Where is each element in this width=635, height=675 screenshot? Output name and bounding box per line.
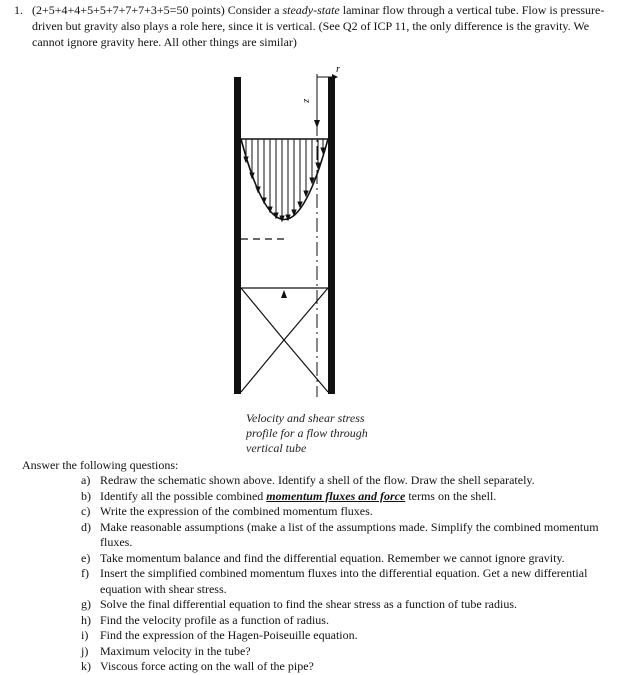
question-item [78, 551, 623, 567]
problem-intro-a: Consider a [227, 3, 280, 17]
velocity-parabola [241, 139, 328, 220]
tube-schematic [230, 62, 340, 402]
velocity-profile-figure [230, 62, 340, 402]
question-item [78, 613, 623, 629]
figure-caption [246, 411, 396, 456]
velocity-arrows [244, 139, 325, 221]
question-text: Viscous force acting on the wall of the pipe? [100, 659, 314, 673]
problem-intro-b: laminar flow through a vertical tube. Flow is pressure-driven but gravity also plays a role here, since it is vertical. (See Q2 of ICP 11, the only difference is the gravity. We cannot ignore gravity here. All other things are similar) [32, 3, 605, 49]
question-label: d) [81, 519, 91, 534]
question-text: Redraw the schematic shown above. Identify a shell of the flow. Draw the shell separately. [100, 473, 535, 487]
question-label: c) [81, 504, 91, 518]
left-tube-wall [234, 77, 241, 394]
question-text-post: terms on the shell. [408, 488, 497, 503]
question-item [78, 644, 623, 660]
question-label: e) [81, 550, 91, 565]
question-item [78, 597, 623, 613]
question-item [78, 520, 623, 551]
question-label: a) [81, 473, 91, 487]
question-text: Solve the final differential equation to find the shear stress as a function of tube radius. [100, 597, 517, 611]
question-list [78, 473, 623, 675]
shear-right-diagonal [284, 288, 328, 340]
z-axis-label: z [301, 99, 312, 103]
question-text: Take momentum balance and find the differential equation. Remember we cannot ignore gravity. [100, 550, 565, 565]
question-item [78, 473, 623, 489]
problem-statement [14, 2, 620, 50]
question-item [78, 489, 623, 505]
question-label: f) [81, 566, 89, 580]
question-label: j) [81, 643, 89, 658]
question-label: g) [81, 597, 91, 611]
question-text: Insert the simplified combined momentum fluxes into the differential equation. Get a new differential equation with shear stress. [100, 566, 588, 596]
shear-arrow-head [281, 290, 287, 298]
question-label: b) [81, 488, 91, 503]
question-text: Find the velocity profile as a function of radius. [100, 612, 329, 627]
question-item [78, 659, 623, 675]
caption-line-3: vertical tube [246, 441, 307, 455]
question-emphasis: momentum fluxes and force [266, 488, 406, 503]
question-label: k) [81, 659, 91, 673]
problem-text [32, 2, 620, 50]
question-item [78, 566, 623, 597]
problem-points: (2+5+4+4+5+5+7+7+7+3+5=50 points) [32, 3, 225, 17]
question-text: Maximum velocity in the tube? [100, 643, 251, 658]
caption-line-1: Velocity and shear stress [246, 411, 365, 425]
shear-lower-right-diagonal [284, 340, 328, 392]
question-text: Make reasonable assumptions (make a list of the assumptions made. Simplify the combined momentum fluxes. [100, 519, 599, 549]
z-arrow-head [314, 120, 320, 128]
problem-number: 1. [14, 3, 23, 17]
question-item [78, 628, 623, 644]
right-tube-wall [328, 77, 335, 394]
answer-heading: Answer the following questions: [22, 458, 179, 472]
shear-lower-left-diagonal [241, 340, 284, 392]
question-label: h) [81, 612, 91, 627]
question-text: Write the expression of the combined momentum fluxes. [100, 504, 373, 518]
question-text-pre: Identify all the possible combined [100, 488, 264, 503]
question-label: i) [81, 628, 89, 642]
r-axis-label: r [336, 63, 340, 75]
question-item [78, 504, 623, 520]
shear-left-diagonal [241, 288, 284, 340]
problem-intro-emphasis: steady-state [282, 3, 340, 17]
caption-line-2: profile for a flow through [246, 426, 368, 440]
question-text: Find the expression of the Hagen-Poiseuille equation. [100, 628, 358, 642]
